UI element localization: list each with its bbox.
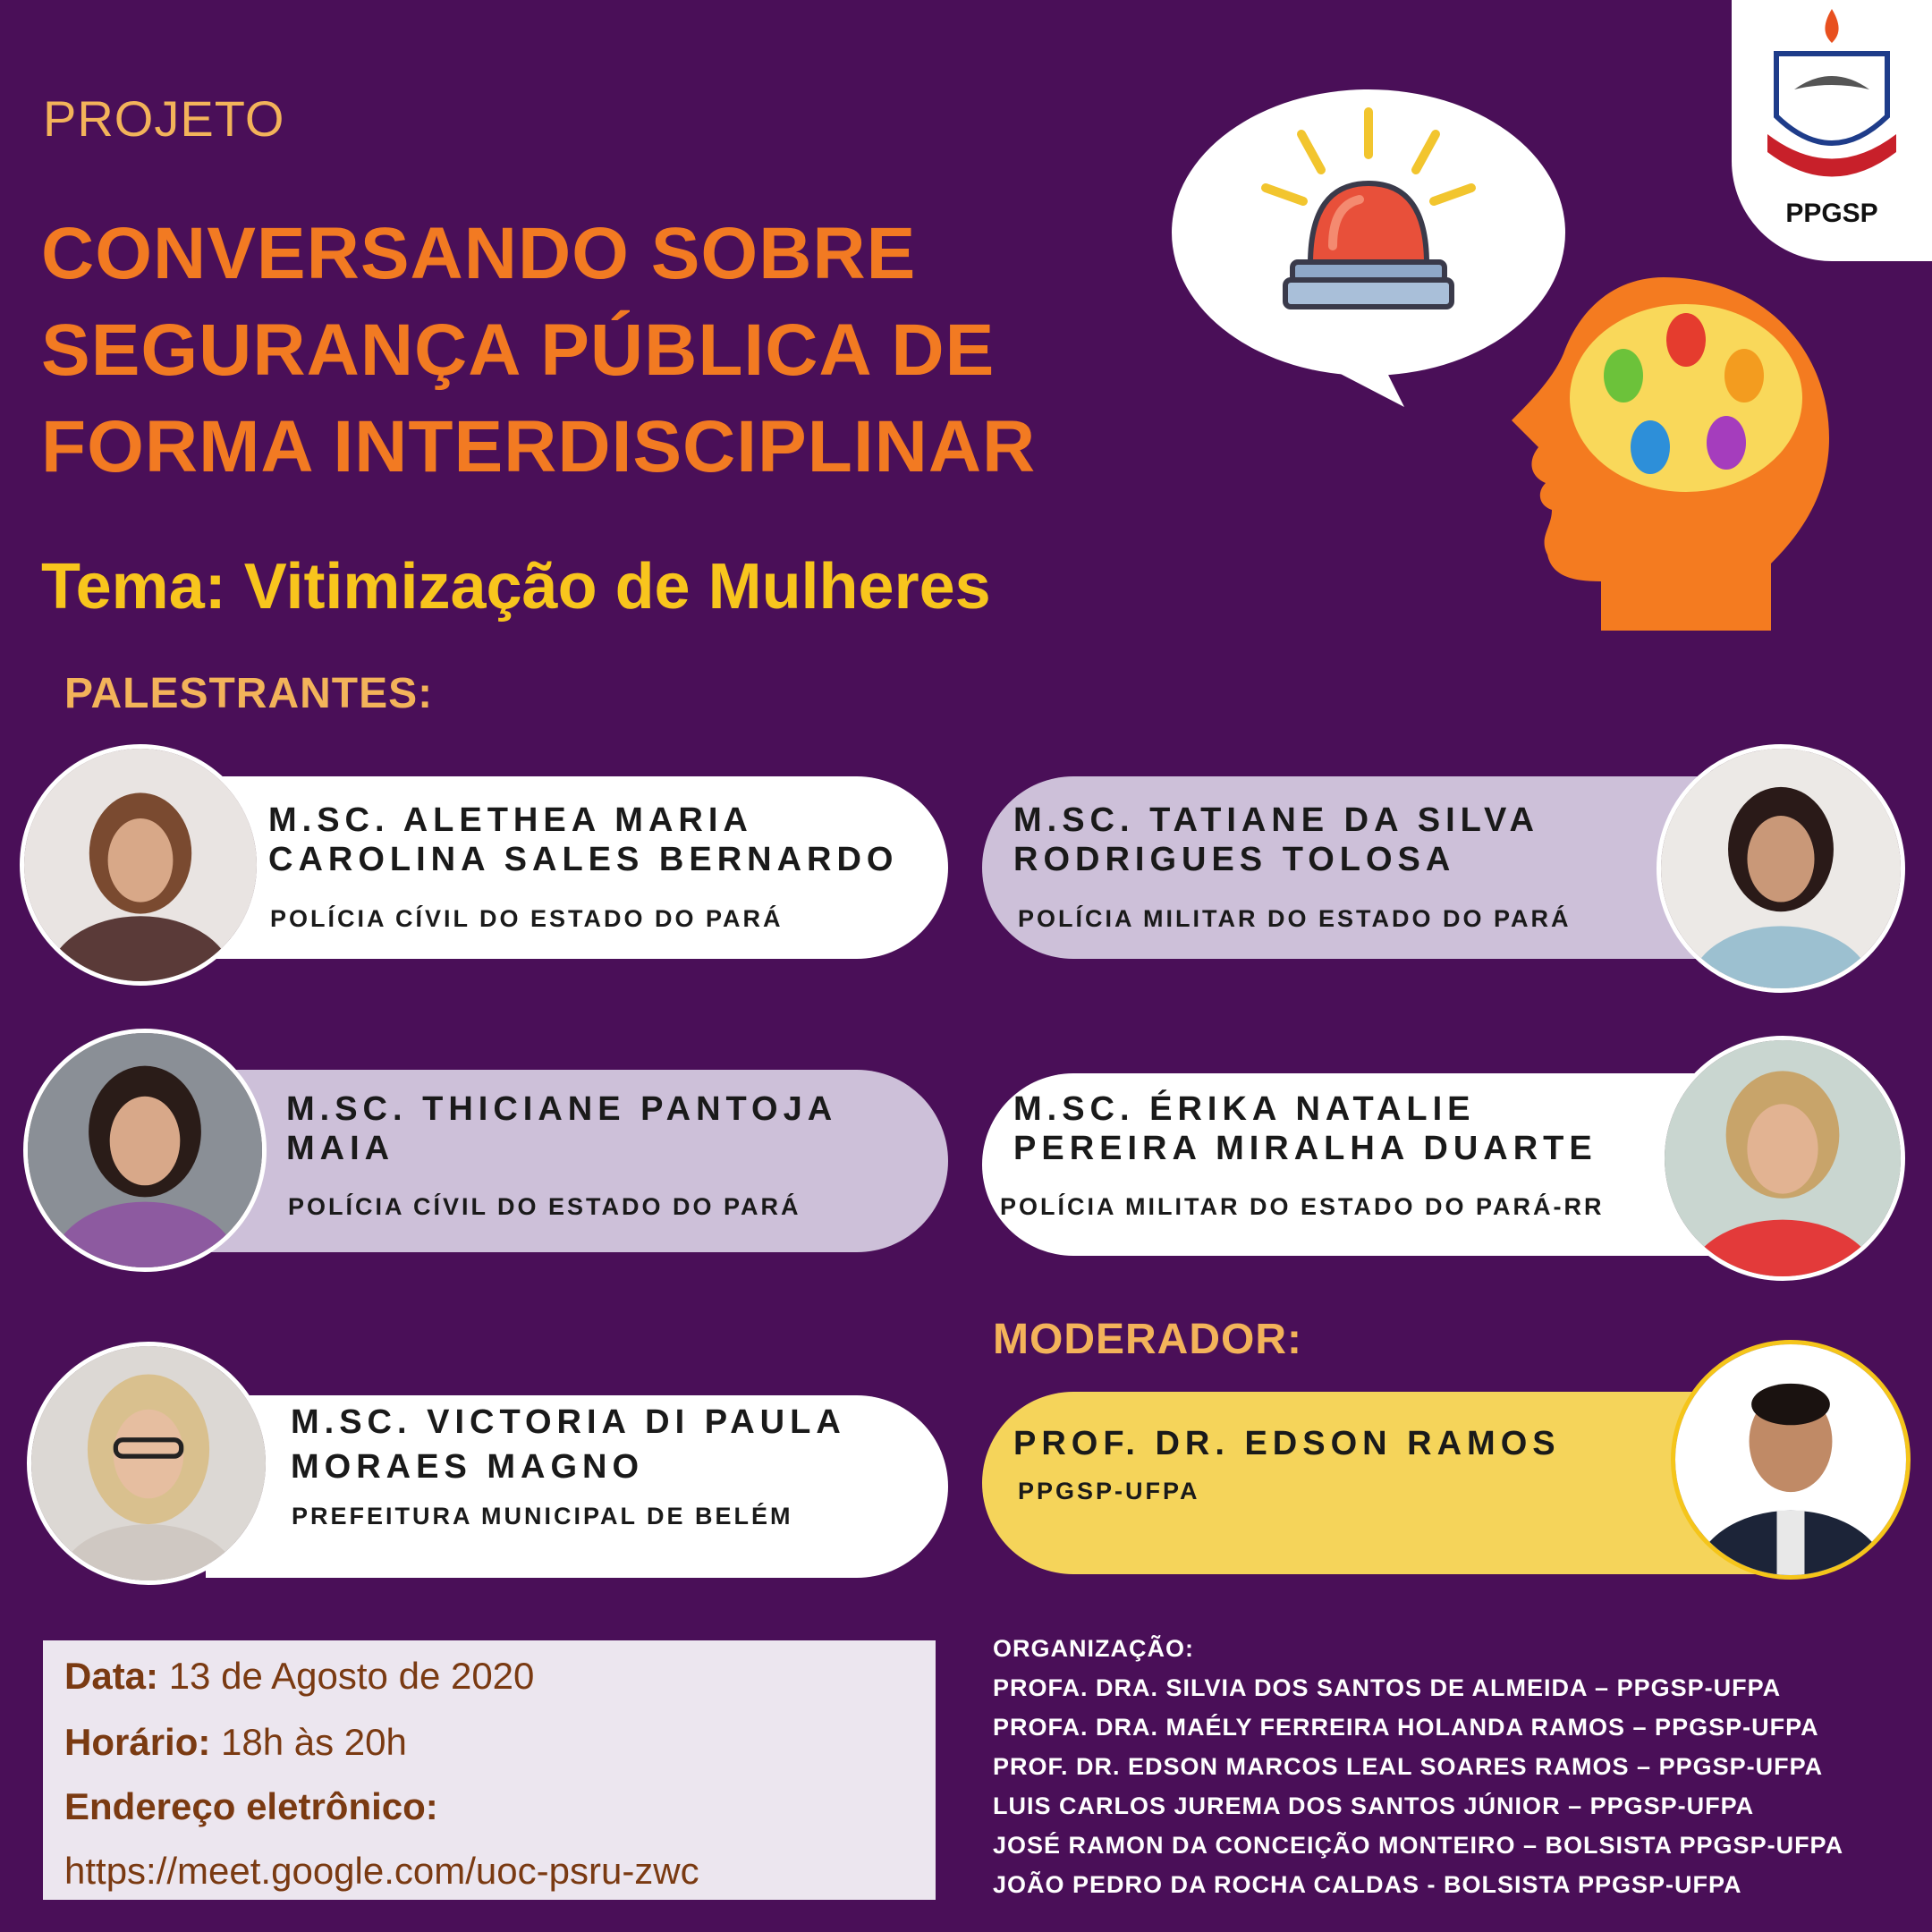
moderator-photo (1671, 1340, 1911, 1580)
meeting-link[interactable]: https://meet.google.com/uoc-psru-zwc (64, 1850, 699, 1892)
organizer-1: PROFA. DRA. SILVIA DOS SANTOS DE ALMEIDA – PPGSP-UFPA (993, 1674, 1782, 1701)
project-label: PROJETO (43, 90, 285, 147)
organizer-6: JOÃO PEDRO DA ROCHA CALDAS - BOLSISTA PPGSP-UFPA (993, 1871, 1742, 1898)
title-line-1: CONVERSANDO SOBRE (41, 213, 917, 294)
university-crest-icon (1732, 0, 1932, 197)
speaker-2-photo (1657, 744, 1905, 993)
speaker-3-photo (23, 1029, 267, 1272)
speaker-4-org: POLÍCIA MILITAR DO ESTADO DO PARÁ-RR (1000, 1193, 1605, 1220)
organizer-3: PROF. DR. EDSON MARCOS LEAL SOARES RAMOS – PPGSP-UFPA (993, 1753, 1824, 1780)
time-line: Horário: 18h às 20h (64, 1721, 407, 1763)
ppgsp-logo (1732, 0, 1932, 261)
speaker-2-name: M.SC. TATIANE DA SILVA RODRIGUES TOLOSA (1013, 801, 1539, 878)
moderator-label: MODERADOR: (993, 1316, 1302, 1363)
speaker-2-org: POLÍCIA MILITAR DO ESTADO DO PARÁ (1018, 905, 1572, 932)
speaker-1-name: M.SC. ALETHEA MARIA CAROLINA SALES BERNARDO (268, 801, 899, 878)
moderator-org: PPGSP-UFPA (1018, 1478, 1200, 1504)
theme-title: Tema: Vitimização de Mulheres (41, 551, 991, 623)
speaker-1-org: POLÍCIA CÍVIL DO ESTADO DO PARÁ (270, 905, 784, 932)
logo-label: PPGSP (1785, 199, 1878, 228)
speakers-label: PALESTRANTES: (64, 670, 434, 717)
organizer-5: JOSÉ RAMON DA CONCEIÇÃO MONTEIRO – BOLSISTA PPGSP-UFPA (993, 1832, 1844, 1859)
speaker-3-org: POLÍCIA CÍVIL DO ESTADO DO PARÁ (288, 1193, 801, 1220)
speaker-5-photo (27, 1342, 270, 1585)
title-line-3: FORMA INTERDISCIPLINAR (41, 406, 1037, 487)
address-label: Endereço eletrônico: (64, 1785, 438, 1827)
event-title (41, 206, 1036, 496)
speaker-1-photo (20, 744, 261, 986)
speaker-5-name: M.SC. VICTORIA DI PAULA MORAES MAGNO (291, 1403, 846, 1486)
speaker-4-name: M.SC. ÉRIKA NATALIE PEREIRA MIRALHA DUARTE (1013, 1090, 1597, 1167)
head-hands-icon (1503, 268, 1834, 635)
speaker-3-name: M.SC. THICIANE PANTOJA MAIA (286, 1090, 838, 1167)
date-line: Data: 13 de Agosto de 2020 (64, 1655, 535, 1697)
organizer-2: PROFA. DRA. MAÉLY FERREIRA HOLANDA RAMOS – PPGSP-UFPA (993, 1714, 1819, 1741)
organizer-4: LUIS CARLOS JUREMA DOS SANTOS JÚNIOR – PPGSP-UFPA (993, 1792, 1755, 1819)
organization-label: ORGANIZAÇÃO: (993, 1635, 1194, 1662)
speaker-5-org: PREFEITURA MUNICIPAL DE BELÉM (292, 1503, 793, 1530)
title-line-2: SEGURANÇA PÚBLICA DE (41, 309, 996, 391)
moderator-name: PROF. DR. EDSON RAMOS (1013, 1425, 1561, 1462)
speaker-4-photo (1660, 1036, 1905, 1281)
event-info-box (43, 1640, 936, 1900)
